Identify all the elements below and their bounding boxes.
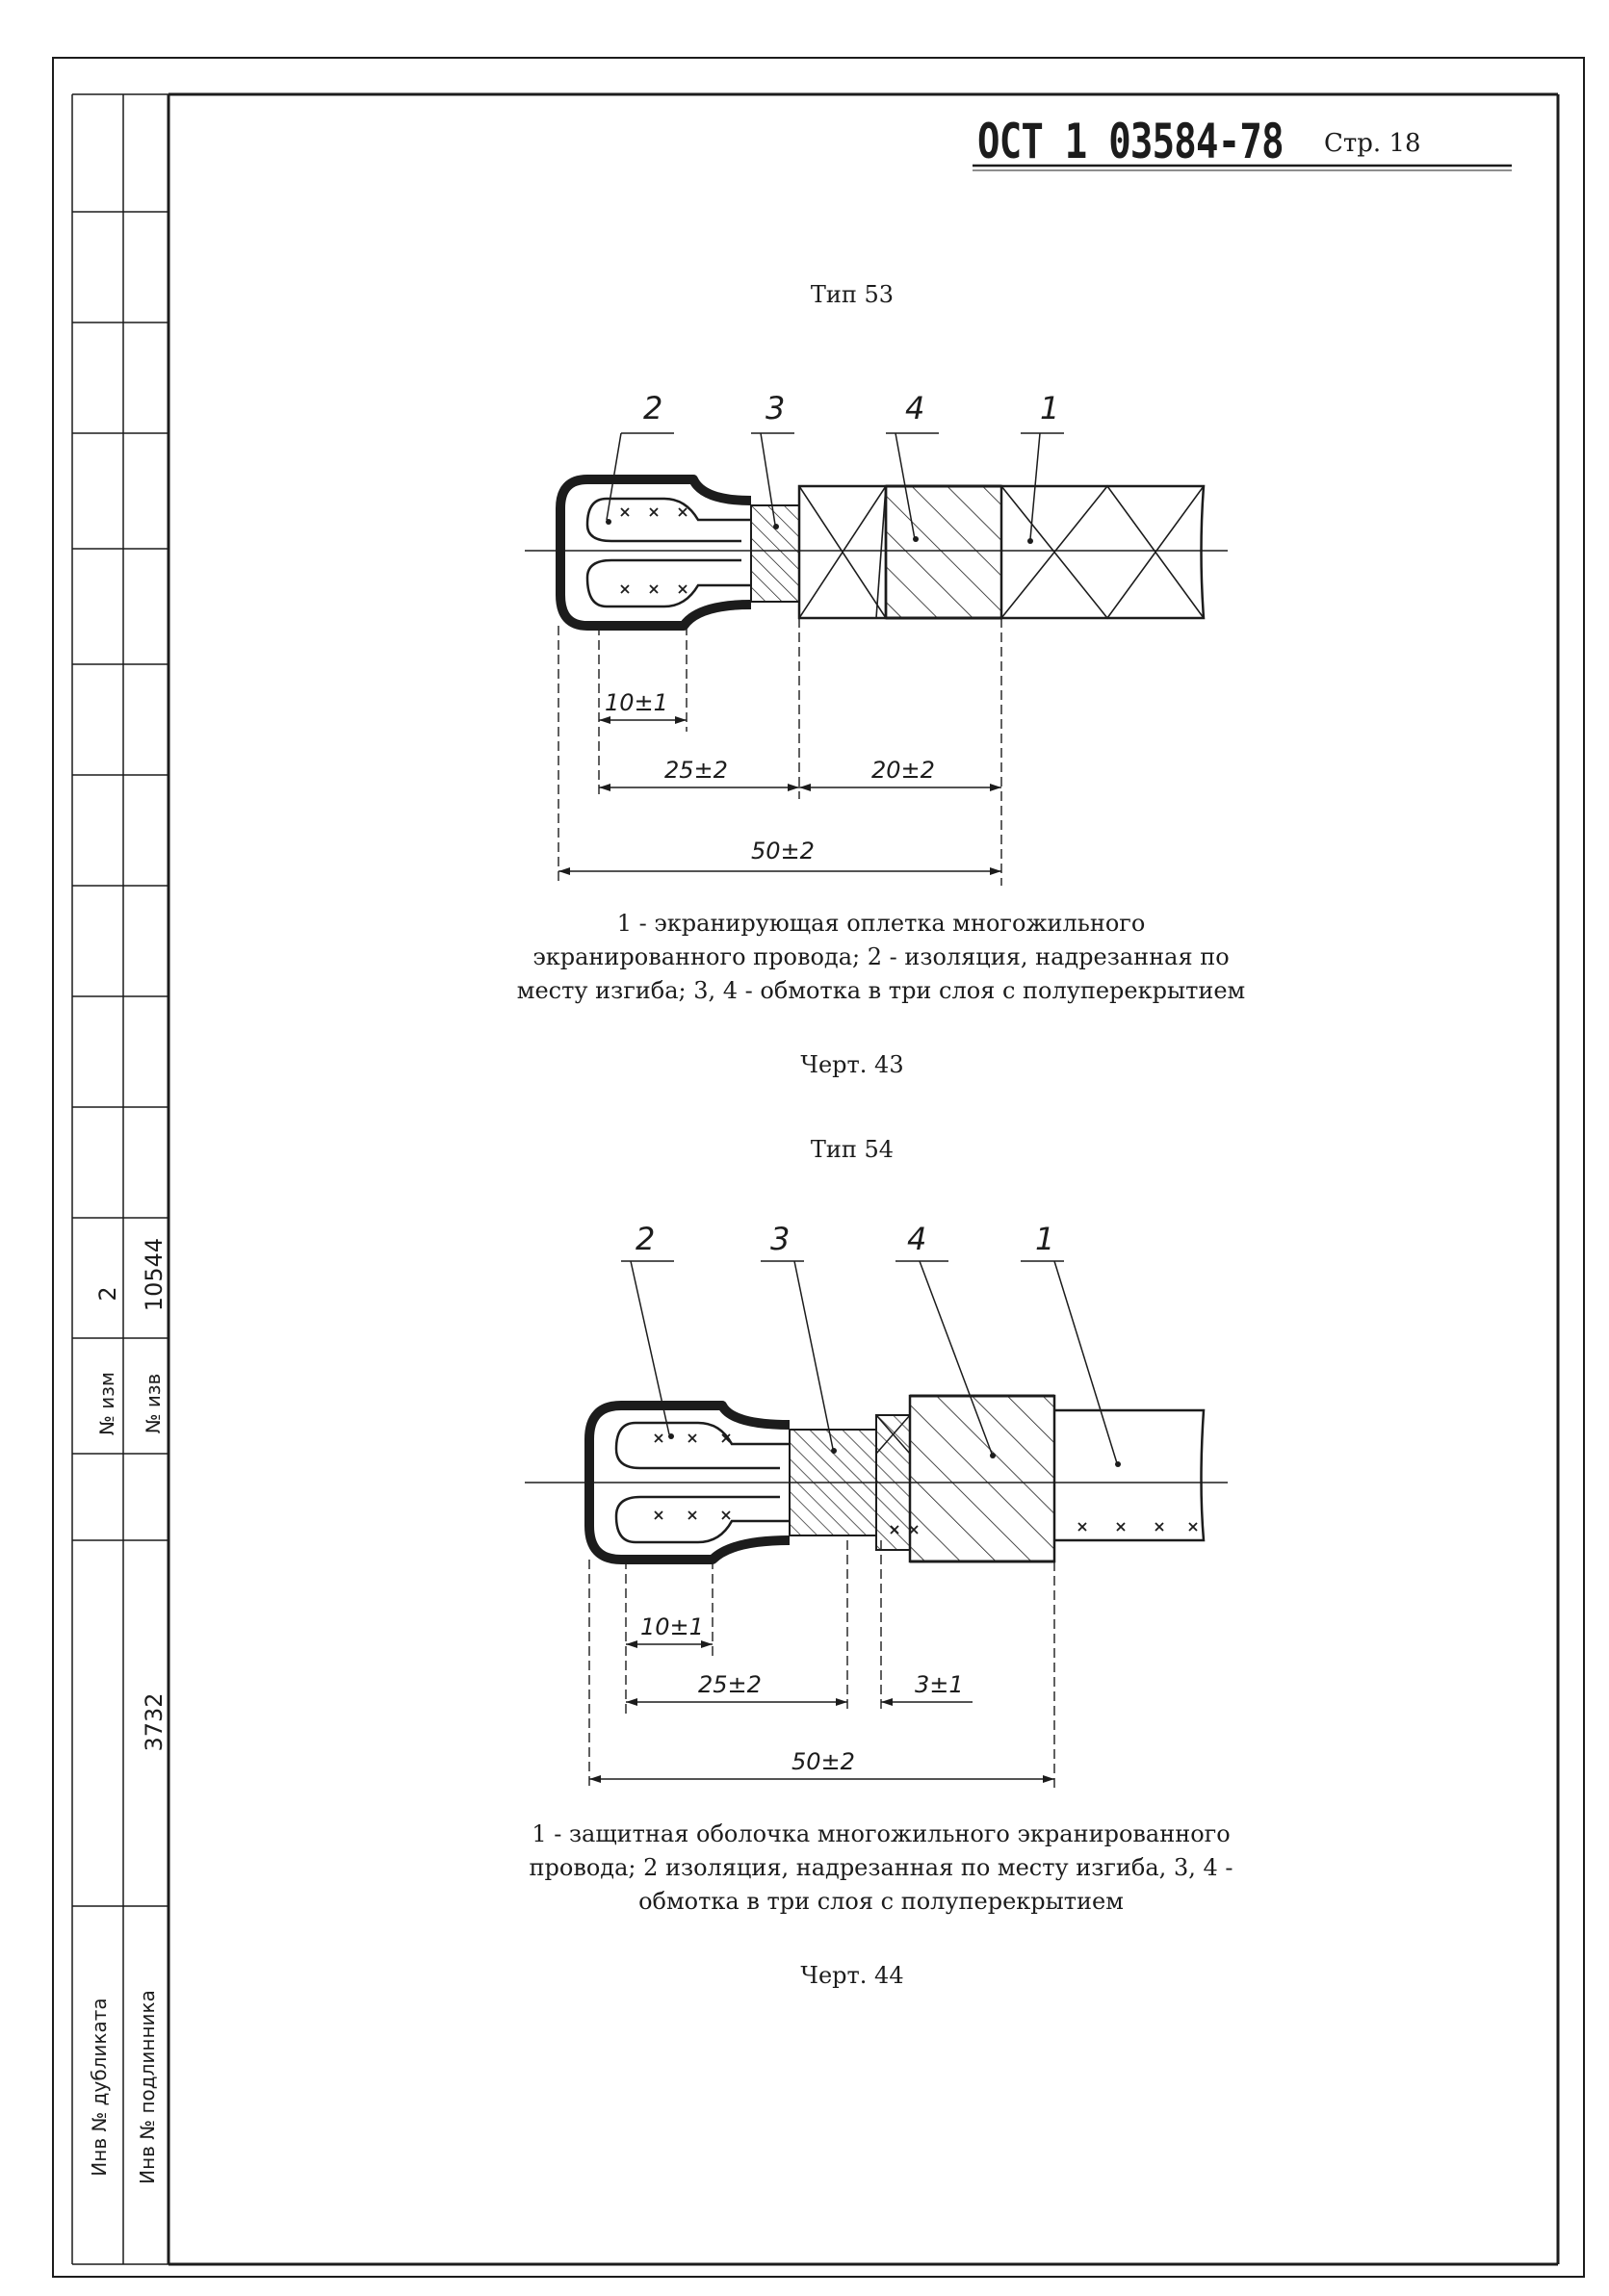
page-frame xyxy=(53,58,1584,2277)
figure-2-dim-50: 50±2 xyxy=(792,1748,855,1775)
figure-2-type-label: Тип 54 xyxy=(810,1136,895,1163)
izm-label: № изм xyxy=(95,1372,118,1435)
figure-1-dim-50: 50±2 xyxy=(751,838,815,864)
figure-1-type-label: Тип 53 xyxy=(810,281,895,308)
izv-value: 10544 xyxy=(141,1237,168,1312)
figure-1-caption: 1 - экранирующая оплетка многожильного экранированного провода; 2 - изоляция, надрезанная по месту изгиба; 3, 4 - обмотка в три слоя с полуперекрытием xyxy=(516,910,1246,1004)
figure-2-dim-10: 10±1 xyxy=(640,1613,704,1640)
figure-2-callout-1: 1 xyxy=(1035,1221,1055,1257)
figure-1-drawing xyxy=(525,433,1228,886)
figure-2-drawing-label: Черт. 44 xyxy=(800,1962,904,1989)
figure-2-caption: 1 - защитная оболочка многожильного экранированного провода; 2 изоляция, надрезанная по месту изгиба, 3, 4 - обмотка в три слоя с полуперекрытием xyxy=(529,1820,1233,1915)
figure-1-dim-25: 25±2 xyxy=(664,757,728,784)
figure-2-dim-3: 3±1 xyxy=(915,1671,964,1698)
figure-2-callout-2: 2 xyxy=(636,1221,656,1257)
figure-1-callout-4: 4 xyxy=(905,390,925,426)
figure-1-callout-3: 3 xyxy=(766,390,786,426)
figure-2-callout-4: 4 xyxy=(907,1221,927,1257)
podlinnik-value: 3732 xyxy=(141,1692,168,1752)
podlinnik-label: Инв № подлинника xyxy=(136,1990,159,2184)
figure-1-dim-10: 10±1 xyxy=(605,689,668,716)
izv-label: № изв xyxy=(142,1373,165,1434)
figure-1-callout-1: 1 xyxy=(1040,390,1060,426)
figure-1-dim-20: 20±2 xyxy=(871,757,935,784)
side-strip-grid xyxy=(72,94,169,2264)
dublikat-label: Инв № дубликата xyxy=(88,1998,111,2177)
figure-1-callout-2: 2 xyxy=(643,390,663,426)
izm-value: 2 xyxy=(94,1286,121,1302)
figure-1-drawing-label: Черт. 43 xyxy=(800,1051,904,1078)
figure-2-drawing xyxy=(525,1261,1228,1791)
figure-2-callout-3: 3 xyxy=(770,1221,791,1257)
figure-2-dim-25: 25±2 xyxy=(698,1671,762,1698)
page-number: Стр. 18 xyxy=(1324,129,1421,158)
standard-number: ОСТ 1 03584-78 xyxy=(977,114,1284,169)
